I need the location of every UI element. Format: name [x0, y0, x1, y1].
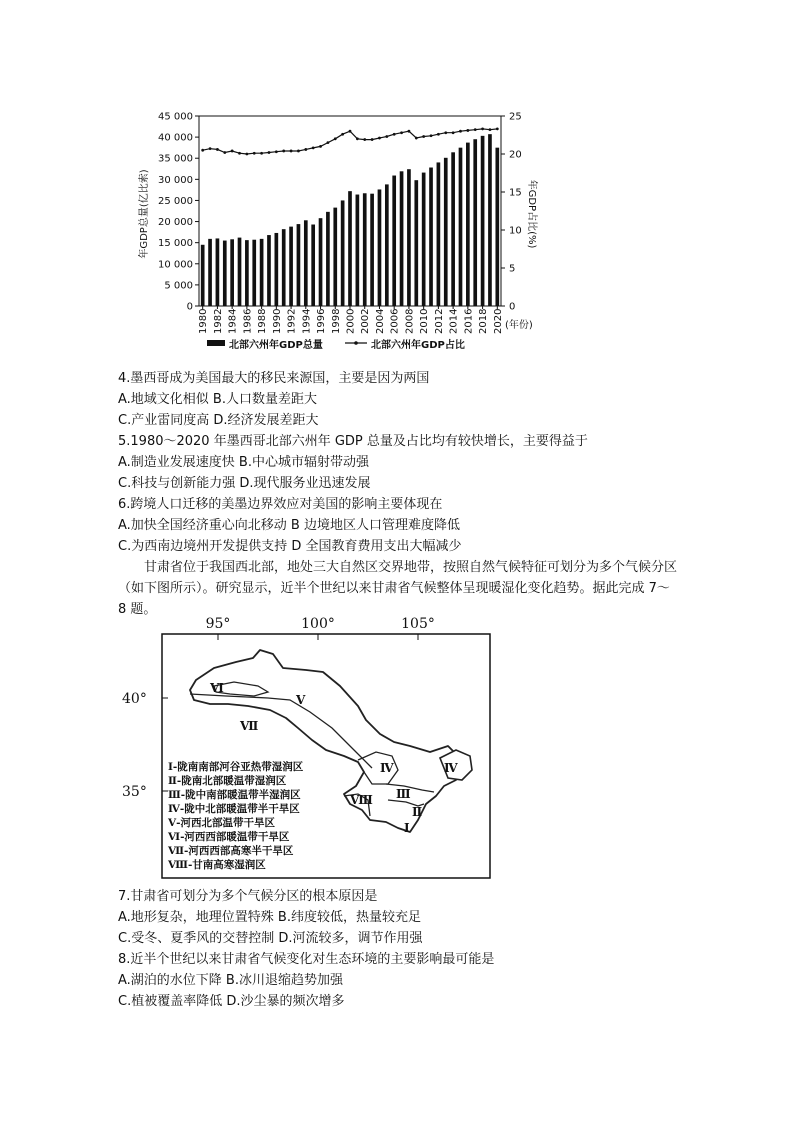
legend-bar-label: 北部六州年GDP总量: [229, 340, 323, 351]
gdp-bar: [216, 238, 220, 306]
y-left-tick-label: 40 000: [158, 132, 193, 144]
question-4-options-cd: C.产业雷同度高 D.经济发展差距大: [118, 413, 319, 428]
gdp-bar: [495, 148, 499, 306]
gdp-share-point: [496, 128, 499, 131]
passage-gansu: 甘肃省位于我国西北部，地处三大自然区交界地带，按照自然气候特征可划分为多个气候分区（如下图所示）。研究显示，近半个世纪以来甘肃省气候整体呈现暖湿化变化趋势。据此完成 7～8 题。: [118, 560, 678, 617]
gdp-share-point: [341, 133, 344, 136]
gdp-bar: [429, 168, 433, 306]
region-label-3: Ⅳ: [380, 761, 394, 775]
gansu-climate-map: [118, 610, 498, 880]
question-4: 4.墨西哥成为美国最大的移民来源国，主要是因为两国: [118, 371, 430, 386]
gdp-share-point: [371, 138, 374, 141]
gdp-bars: [201, 134, 499, 306]
y-right-tick-label: 15: [509, 187, 522, 199]
x-tick-label: 1984: [227, 308, 239, 334]
gdp-share-point: [356, 137, 359, 140]
gdp-bar: [267, 235, 271, 306]
y-left-tick-label: 20 000: [158, 217, 193, 229]
question-7-options-cd: C.受冬、夏季风的交替控制 D.河流较多，调节作用强: [118, 931, 423, 946]
region-label-5: Ⅴ: [296, 693, 306, 707]
gdp-bar: [481, 136, 485, 306]
x-tick-label: 1994: [301, 308, 313, 334]
x-tick-label: 2008: [404, 308, 416, 334]
region-label-1: Ⅱ: [412, 805, 423, 819]
map-legend-item: Ⅱ-陇南北部暖温带湿润区: [168, 775, 287, 787]
question-4-options-ab: A.地域文化相似 B.人口数量差距大: [118, 392, 317, 407]
region-label-2: Ⅲ: [396, 787, 411, 801]
question-6-options-cd: C.为西南边境州开发提供支持 D 全国教育费用支出大幅减少: [118, 539, 462, 554]
region-label-8: Ⅷ: [350, 793, 373, 807]
gdp-share-point: [334, 137, 337, 140]
x-tick-label: 2006: [389, 308, 401, 334]
lat-label-40: 40°: [122, 691, 147, 707]
x-tick-label: 1998: [330, 308, 342, 334]
gdp-share-point: [216, 148, 219, 151]
gdp-bar: [252, 240, 256, 306]
gdp-share-point: [268, 151, 271, 154]
gdp-bar: [230, 239, 234, 306]
gdp-bar: [333, 208, 337, 306]
map-legend-item: Ⅵ-河西西部暖温带干旱区: [168, 831, 290, 843]
x-tick-label: 2010: [419, 308, 431, 334]
question-8-options-ab: A.湖泊的水位下降 B.冰川退缩趋势加强: [118, 973, 343, 988]
chart-legend: [207, 338, 465, 351]
gdp-share-point: [481, 128, 484, 131]
gdp-share-point: [312, 147, 315, 150]
gdp-share-point: [408, 130, 411, 133]
gdp-bar: [466, 143, 470, 306]
gdp-bar: [260, 239, 264, 306]
gdp-share-point: [282, 150, 285, 153]
gdp-bar: [304, 220, 308, 306]
gdp-bar: [488, 134, 492, 306]
x-tick-label: 2018: [478, 308, 490, 334]
gdp-share-point: [223, 151, 226, 154]
lon-label-95: 95°: [205, 616, 231, 632]
lon-label-105: 105°: [401, 616, 435, 632]
question-7-options-ab: A.地形复杂，地理位置特殊 B.纬度较低，热量较充足: [118, 910, 421, 925]
y-left-tick-label: 45 000: [158, 111, 193, 123]
y-right-tick-label: 20: [509, 149, 522, 161]
gdp-bar: [451, 152, 455, 306]
x-tick-label: 2000: [345, 308, 357, 334]
gdp-bar: [282, 229, 286, 306]
gdp-share-point: [327, 141, 330, 144]
gdp-bar: [238, 238, 242, 306]
gdp-share-point: [415, 137, 418, 140]
gdp-share-point: [437, 133, 440, 136]
region-label-4: Ⅳ: [444, 761, 458, 775]
x-tick-label: 2020: [492, 308, 504, 334]
gdp-chart: [135, 104, 545, 360]
map-legend-item: Ⅶ-河西西部高寒半干旱区: [168, 845, 294, 857]
x-ticks: [198, 306, 504, 334]
lat-label-35: 35°: [122, 784, 147, 800]
gdp-bar: [385, 184, 389, 306]
gdp-share-point: [245, 153, 248, 156]
gdp-share-point: [319, 145, 322, 148]
gdp-bar: [201, 245, 205, 306]
y-right-ticks: [501, 112, 522, 313]
gdp-share-point: [290, 150, 293, 153]
gdp-share-point: [253, 152, 256, 155]
gdp-share-point: [430, 134, 433, 137]
x-tick-label: 2014: [448, 308, 460, 334]
question-8-options-cd: C.植被覆盖率降低 D.沙尘暴的频次增多: [118, 994, 345, 1009]
gdp-share-point: [378, 137, 381, 140]
gdp-share-point: [474, 128, 477, 131]
gdp-bar: [370, 194, 374, 306]
gdp-share-point: [452, 131, 455, 134]
gdp-bar: [414, 180, 418, 306]
legend-bar-swatch: [207, 340, 225, 346]
gdp-bar: [319, 218, 323, 306]
gdp-share-point: [304, 148, 307, 151]
gdp-bar: [275, 233, 279, 306]
gdp-bar: [326, 212, 330, 306]
y-left-tick-label: 0: [186, 301, 193, 313]
question-6-options-ab: A.加快全国经济重心向北移动 B 边境地区人口管理难度降低: [118, 518, 460, 533]
y-left-tick-label: 15 000: [158, 238, 193, 250]
y-right-tick-label: 25: [509, 111, 522, 123]
legend-line-marker: [354, 341, 358, 345]
gdp-share-point: [393, 133, 396, 136]
map-legend-item: Ⅷ-甘南高寒湿润区: [168, 859, 266, 871]
region-label-7: Ⅶ: [240, 719, 259, 733]
y-right-axis-label: 年GDP占比(%): [526, 179, 537, 249]
y-left-axis-label: 年GDP总量(亿比索): [139, 169, 150, 259]
question-5: 5.1980～2020 年墨西哥北部六州年 GDP 总量及占比均有较快增长，主要得益于: [118, 434, 588, 449]
gdp-share-point: [422, 135, 425, 138]
question-6: 6.跨境人口迁移的美墨边界效应对美国的影响主要体现在: [118, 497, 443, 512]
question-7: 7.甘肃省可划分为多个气候分区的根本原因是: [118, 889, 378, 904]
gdp-share-point: [349, 130, 352, 133]
gdp-share-point: [444, 131, 447, 134]
gdp-share-points: [201, 128, 498, 156]
gdp-bar: [363, 193, 367, 306]
y-left-tick-label: 5 000: [164, 280, 193, 292]
map-legend-item: Ⅴ-河西北部温带干旱区: [168, 817, 276, 829]
x-tick-label: 2002: [360, 308, 372, 334]
gdp-bar: [473, 139, 477, 306]
x-tick-label: 1996: [316, 308, 328, 334]
gdp-share-point: [209, 147, 212, 150]
map-legend-item: Ⅳ-陇中北部暖温带半干旱区: [168, 803, 300, 815]
region-label-0: Ⅰ: [404, 821, 410, 835]
x-tick-label: 1988: [257, 308, 269, 334]
gdp-bar: [297, 224, 301, 306]
gdp-bar: [348, 191, 352, 306]
gdp-share-point: [466, 129, 469, 132]
gdp-share-point: [459, 130, 462, 133]
gdp-bar: [392, 176, 396, 306]
gdp-share-point: [363, 138, 366, 141]
gdp-share-point: [275, 150, 278, 153]
question-8: 8.近半个世纪以来甘肃省气候变化对生态环境的主要影响最可能是: [118, 952, 495, 967]
x-tick-label: 2016: [463, 308, 475, 334]
gdp-bar: [223, 241, 227, 306]
question-5-options-ab: A.制造业发展速度快 B.中心城市辐射带动强: [118, 455, 369, 470]
question-5-options-cd: C.科技与创新能力强 D.现代服务业迅速发展: [118, 476, 371, 491]
gdp-share-point: [260, 152, 263, 155]
x-tick-label: 1982: [212, 308, 224, 334]
gdp-bar: [341, 200, 345, 306]
gdp-bar: [289, 227, 293, 306]
gdp-share-point: [201, 149, 204, 152]
y-left-tick-label: 35 000: [158, 153, 193, 165]
y-right-tick-label: 10: [509, 225, 522, 237]
y-right-tick-label: 0: [509, 301, 516, 313]
y-left-tick-label: 10 000: [158, 259, 193, 271]
gdp-bar: [208, 239, 212, 306]
gdp-bar: [407, 169, 411, 306]
y-left-ticks: [158, 112, 199, 313]
lon-label-100: 100°: [301, 616, 335, 632]
x-tick-label: 1986: [242, 308, 254, 334]
gdp-share-point: [297, 150, 300, 153]
x-axis-unit: (年份): [505, 320, 533, 331]
y-left-tick-label: 30 000: [158, 174, 193, 186]
gdp-bar: [444, 158, 448, 306]
gdp-share-point: [400, 131, 403, 134]
legend-line-label: 北部六州年GDP占比: [371, 340, 465, 351]
map-legend: [167, 760, 304, 871]
gdp-bar: [245, 240, 249, 306]
x-tick-label: 2012: [433, 308, 445, 334]
gdp-share-point: [489, 128, 492, 131]
x-tick-label: 2004: [374, 308, 386, 334]
map-legend-item: Ⅰ-陇南南部河谷亚热带湿润区: [168, 761, 304, 773]
x-tick-label: 1990: [271, 308, 283, 334]
gdp-share-point: [231, 150, 234, 153]
gdp-bar: [422, 173, 426, 306]
map-legend-item: Ⅲ-陇中南部暖温带半湿润区: [168, 789, 301, 801]
region-label-6: Ⅵ: [210, 681, 224, 695]
gdp-share-point: [238, 152, 241, 155]
gdp-share-point: [385, 135, 388, 138]
y-right-tick-label: 5: [509, 263, 516, 275]
y-left-tick-label: 25 000: [158, 195, 193, 207]
gdp-bar: [437, 162, 441, 306]
x-tick-label: 1992: [286, 308, 298, 334]
x-tick-label: 1980: [198, 308, 210, 334]
gdp-bar: [311, 225, 315, 306]
gdp-bar: [459, 148, 463, 306]
gdp-bar: [356, 195, 360, 306]
gdp-bar: [378, 189, 382, 306]
gdp-bar: [400, 171, 404, 306]
